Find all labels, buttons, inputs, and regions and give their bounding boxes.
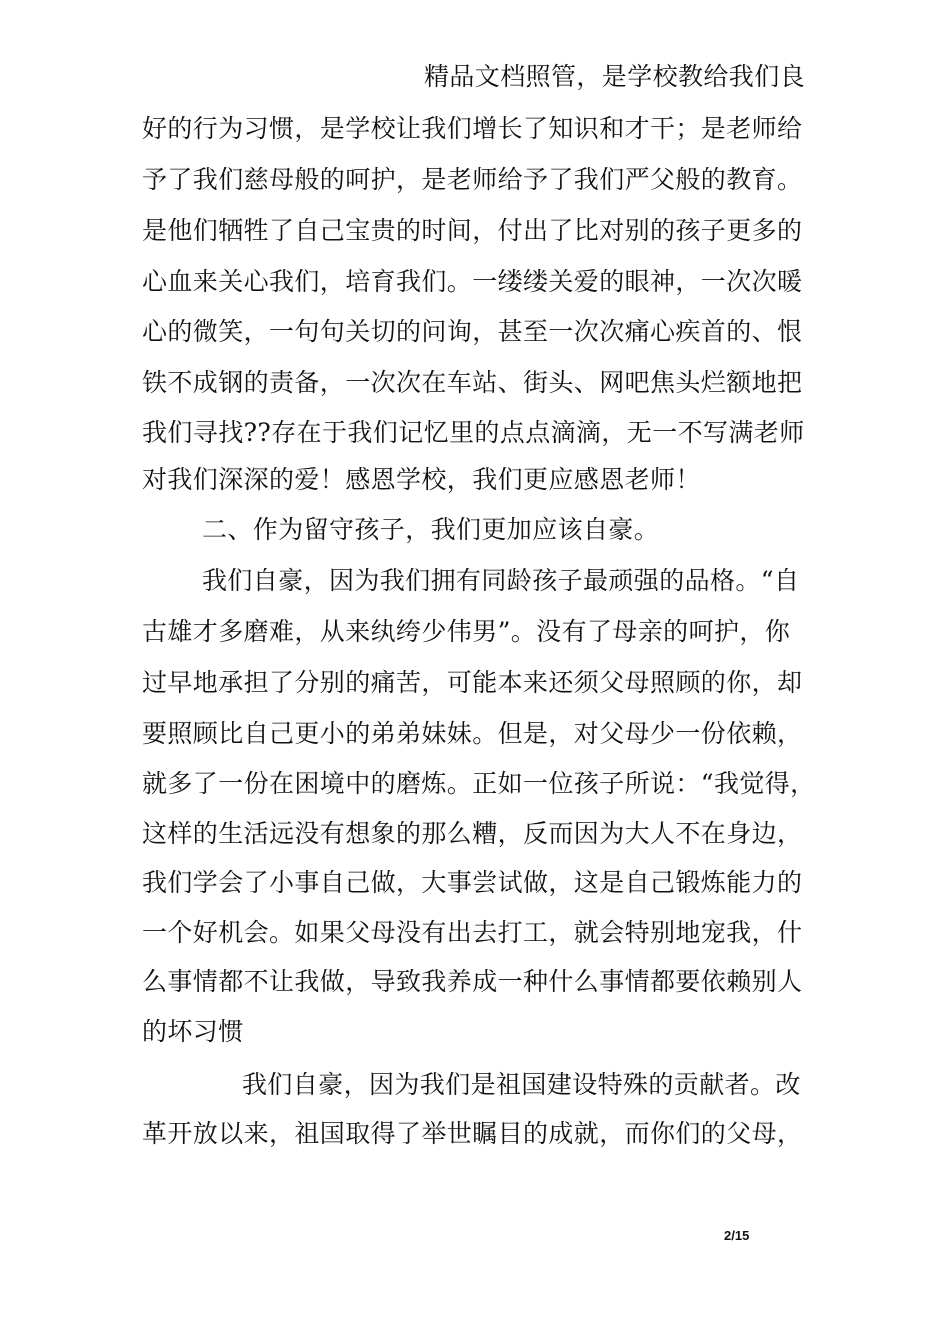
text-line: 的坏习惯 [142,1017,244,1046]
text-line: 铁不成钢的责备，一次次在车站、街头、网吧焦头烂额地把 [142,368,803,397]
text-line: 么事情都不让我做，导致我养成一种什么事情都要依赖别人 [142,967,803,996]
text-line: 心的微笑，一句句关切的问询，甚至一次次痛心疾首的、恨 [142,317,803,346]
page-number: 2/15 [724,1228,750,1243]
text-line: 革开放以来，祖国取得了举世瞩目的成就，而你们的父母， [142,1119,803,1148]
text-line: 予了我们慈母般的呵护，是老师给予了我们严父般的教育。 [142,165,803,194]
text-line: 就多了一份在困境中的磨炼。正如一位孩子所说：“我觉得， [142,769,816,798]
text-line: 我们自豪，因为我们拥有同龄孩子最顽强的品格。“自 [202,566,800,595]
text-line: 要照顾比自己更小的弟弟妹妹。但是，对父母少一份依赖， [142,719,803,748]
text-line: 好的行为习惯，是学校让我们增长了知识和才干；是老师给 [142,114,803,143]
text-line: 对我们深深的爱！感恩学校，我们更应感恩老师！ [142,465,701,494]
text-line: 我们学会了小事自己做，大事尝试做，这是自己锻炼能力的 [142,868,803,897]
text-line: 古雄才多磨难，从来纨绔少伟男”。没有了母亲的呵护，你 [142,617,791,646]
text-line: 我们自豪，因为我们是祖国建设特殊的贡献者。改 [242,1070,801,1099]
text-line: 一个好机会。如果父母没有出去打工，就会特别地宠我，什 [142,918,803,947]
text-line: 这样的生活远没有想象的那么糟，反而因为大人不在身边， [142,819,803,848]
section-heading: 二、作为留守孩子，我们更加应该自豪。 [202,515,660,544]
text-line: 精品文档照管，是学校教给我们良 [424,62,806,91]
text-line: 我们寻找??存在于我们记忆里的点点滴滴，无一不写满老师 [142,418,805,447]
text-line: 心血来关心我们，培育我们。一缕缕关爱的眼神，一次次暖 [142,267,803,296]
text-line: 过早地承担了分别的痛苦，可能本来还须父母照顾的你，却 [142,668,803,697]
text-line: 是他们牺牲了自己宝贵的时间，付出了比对别的孩子更多的 [142,216,803,245]
